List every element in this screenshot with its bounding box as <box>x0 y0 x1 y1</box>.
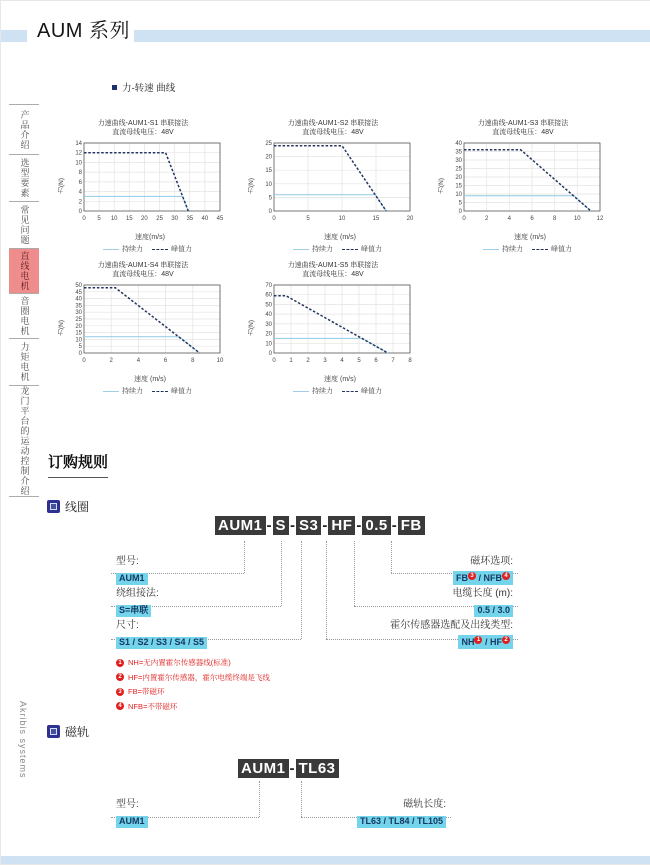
ordering-rules-heading: 订购规则 <box>48 451 108 478</box>
force-speed-section-title: 力-转速 曲线 <box>122 83 176 94</box>
svg-text:8: 8 <box>191 357 195 364</box>
connector-line <box>301 781 302 817</box>
footnote <box>116 657 270 668</box>
plot-area <box>256 139 416 232</box>
svg-text:5: 5 <box>268 195 272 202</box>
force-speed-section-header <box>112 80 175 94</box>
connector-line <box>281 541 282 606</box>
svg-text:6: 6 <box>78 179 82 186</box>
footnote-number: 4 <box>116 702 124 710</box>
svg-text:4: 4 <box>78 189 82 196</box>
svg-text:25: 25 <box>156 215 163 222</box>
svg-text:10: 10 <box>75 337 82 344</box>
svg-text:25: 25 <box>265 140 272 147</box>
footnote-number: 1 <box>116 659 124 667</box>
svg-text:25: 25 <box>455 166 462 173</box>
svg-text:20: 20 <box>75 323 82 330</box>
legend-label-continuous: 持续力 <box>122 387 143 395</box>
y-axis-label: 力(N) <box>58 177 65 194</box>
svg-text:0: 0 <box>82 357 86 364</box>
track-model-option <box>116 795 148 829</box>
continuous-force-swatch <box>293 249 309 250</box>
chart-plot <box>247 281 419 374</box>
plot-area <box>446 139 606 232</box>
svg-text:0: 0 <box>268 208 272 215</box>
order-option-label: 磁轨长度: <box>403 799 446 810</box>
svg-text:5: 5 <box>357 357 361 364</box>
svg-text:2: 2 <box>485 215 489 222</box>
footnote <box>116 672 270 683</box>
chart-title: 力速曲线-AUM1-S3 串联接法 <box>477 120 569 127</box>
svg-text:60: 60 <box>265 292 272 299</box>
svg-text:2: 2 <box>306 357 310 364</box>
track-ordering-diagram <box>1 751 650 846</box>
chart-aum1-s4 <box>57 261 229 396</box>
sidebar-item-linear-motors[interactable] <box>9 248 39 293</box>
svg-text:15: 15 <box>265 168 272 175</box>
bullet-square-icon <box>112 85 117 90</box>
svg-text:8: 8 <box>553 215 557 222</box>
svg-text:20: 20 <box>265 331 272 338</box>
chart-aum1-s5 <box>247 261 419 396</box>
order-option-value: 0.5 / 3.0 <box>474 605 513 617</box>
svg-text:10: 10 <box>455 191 462 198</box>
coil-ordering-diagram <box>1 516 650 711</box>
svg-text:30: 30 <box>75 310 82 317</box>
svg-text:10: 10 <box>338 215 346 222</box>
sidebar-item-label: 选型要素 <box>19 158 30 198</box>
coil-icon <box>47 500 60 513</box>
chart-plot <box>247 139 419 232</box>
chart-subtitle: 直流母线电压：48V <box>302 129 364 137</box>
footnote <box>116 701 270 712</box>
svg-text:15: 15 <box>125 215 133 222</box>
track-length-option <box>357 795 446 829</box>
svg-text:10: 10 <box>110 215 118 222</box>
order-option-value: S1 / S2 / S3 / S4 / S5 <box>116 637 207 649</box>
svg-text:5: 5 <box>78 344 82 351</box>
svg-text:6: 6 <box>374 357 378 364</box>
x-axis-label: 速度(m/s) <box>135 233 165 241</box>
sidebar-item-label: 龙门平台的运动控制介绍 <box>19 386 30 496</box>
legend-label-continuous: 持续力 <box>312 245 333 253</box>
connector-line <box>301 541 302 639</box>
part-number-token: S <box>273 516 290 535</box>
svg-text:40: 40 <box>265 311 272 318</box>
coil-hall-sensor-option <box>390 616 513 650</box>
svg-text:10: 10 <box>75 160 82 167</box>
footnote-ref: 3 <box>468 572 476 580</box>
part-number-token: FB <box>398 516 425 535</box>
coil-cable-length-option <box>452 584 513 618</box>
svg-text:40: 40 <box>455 140 462 147</box>
svg-text:30: 30 <box>171 215 179 222</box>
svg-text:30: 30 <box>265 321 272 328</box>
svg-text:20: 20 <box>141 215 148 222</box>
svg-text:20: 20 <box>406 215 414 222</box>
peak-force-swatch <box>152 391 168 392</box>
part-number-dash: - <box>356 517 362 534</box>
chart-plot <box>437 139 609 232</box>
connector-line <box>326 541 327 639</box>
sidebar-item-label: 音圈电机 <box>19 296 30 336</box>
svg-text:0: 0 <box>458 208 462 215</box>
plot-area <box>66 281 226 374</box>
part-number-dash: - <box>290 517 296 534</box>
part-number-dash: - <box>322 517 328 534</box>
order-option-value: S=串联 <box>116 605 151 617</box>
connector-line <box>391 541 392 573</box>
legend-label-peak: 峰值力 <box>361 245 382 253</box>
part-number-token: TL63 <box>296 759 339 778</box>
svg-text:14: 14 <box>75 140 82 147</box>
svg-text:20: 20 <box>265 154 272 161</box>
svg-text:20: 20 <box>455 174 462 181</box>
svg-text:0: 0 <box>78 350 82 357</box>
svg-text:50: 50 <box>265 302 272 309</box>
track-section-title: 磁轨 <box>65 725 90 739</box>
svg-text:10: 10 <box>265 341 272 348</box>
legend-label-continuous: 持续力 <box>122 245 143 253</box>
header-accent-bar-left <box>1 30 27 42</box>
coil-ring-option <box>453 552 513 586</box>
footnote-number: 3 <box>116 688 124 696</box>
footnote-number: 2 <box>116 673 124 681</box>
sidebar-item-faq[interactable] <box>9 201 39 248</box>
chart-aum1-s2 <box>247 119 419 254</box>
footnote <box>116 686 270 697</box>
footnote-ref: 1 <box>474 636 482 644</box>
svg-text:5: 5 <box>306 215 310 222</box>
chart-aum1-s1 <box>57 119 229 254</box>
connector-line <box>259 781 260 817</box>
svg-text:3: 3 <box>323 357 327 364</box>
chart-aum1-s3 <box>437 119 609 254</box>
coil-winding-option <box>116 584 159 618</box>
svg-text:35: 35 <box>75 303 82 310</box>
peak-force-swatch <box>532 249 548 250</box>
sidebar <box>9 104 39 497</box>
svg-text:30: 30 <box>455 157 462 164</box>
peak-force-swatch <box>152 249 168 250</box>
y-axis-label: 力(N) <box>58 319 65 336</box>
svg-text:4: 4 <box>340 357 344 364</box>
track-section-header <box>47 723 89 740</box>
svg-text:6: 6 <box>163 357 168 364</box>
svg-text:1: 1 <box>289 357 293 364</box>
legend-label-continuous: 持续力 <box>312 387 333 395</box>
chart-legend <box>57 386 229 396</box>
connector-line <box>244 541 245 573</box>
connector-line <box>354 541 355 606</box>
svg-text:35: 35 <box>186 215 194 222</box>
svg-text:15: 15 <box>75 330 82 337</box>
svg-text:12: 12 <box>596 215 604 222</box>
svg-text:45: 45 <box>216 215 224 222</box>
part-number-token: AUM1 <box>238 759 289 778</box>
coil-part-number <box>215 516 425 535</box>
svg-text:5: 5 <box>458 200 462 207</box>
continuous-force-swatch <box>293 391 309 392</box>
svg-text:4: 4 <box>136 357 141 364</box>
sidebar-item-label: 直线电机 <box>19 251 30 291</box>
footnote-text: FB=带磁环 <box>128 687 165 696</box>
chart-subtitle: 直流母线电压：48V <box>112 129 174 137</box>
order-option-label: 型号: <box>116 556 139 567</box>
part-number-token: HF <box>328 516 355 535</box>
y-axis-label: 力(N) <box>248 177 255 194</box>
svg-text:0: 0 <box>272 215 276 222</box>
chart-plot <box>57 139 229 232</box>
chart-subtitle: 直流母线电压：48V <box>302 271 364 279</box>
y-axis-label: 力(N) <box>248 319 255 336</box>
x-axis-label: 速度 (m/s) <box>514 233 546 241</box>
svg-text:15: 15 <box>455 183 462 190</box>
chart-legend <box>57 244 229 254</box>
footnote-ref: 4 <box>502 572 510 580</box>
chart-title: 力速曲线-AUM1-S4 串联接法 <box>97 262 189 269</box>
continuous-force-swatch <box>103 249 119 250</box>
svg-text:70: 70 <box>265 282 272 289</box>
footnote-text: NFB=不带磁环 <box>128 701 178 711</box>
part-number-dash: - <box>391 517 397 534</box>
svg-text:0: 0 <box>272 357 276 364</box>
svg-text:0: 0 <box>268 350 272 357</box>
sidebar-item-label: 力矩电机 <box>19 342 30 382</box>
legend-label-peak: 峰值力 <box>171 387 192 395</box>
chart-plot <box>57 281 229 374</box>
sidebar-item-product-intro[interactable] <box>9 104 39 154</box>
sidebar-item-torque-motors[interactable] <box>9 338 39 385</box>
svg-text:35: 35 <box>455 149 462 156</box>
coil-model-option <box>116 552 148 586</box>
x-axis-label: 速度 (m/s) <box>324 375 356 383</box>
order-option-value: NH $^1$ / HF $^2$ <box>458 635 513 649</box>
order-option-value: TL63 / TL84 / TL105 <box>357 816 446 828</box>
order-option-value: AUM1 <box>116 573 148 585</box>
svg-text:25: 25 <box>75 316 82 323</box>
coil-size-option <box>116 616 207 650</box>
part-number-token: AUM1 <box>215 516 266 535</box>
peak-force-swatch <box>342 249 358 250</box>
svg-text:5: 5 <box>97 215 101 222</box>
y-axis-label: 力(N) <box>438 177 445 194</box>
part-number-dash: - <box>266 517 272 534</box>
svg-text:7: 7 <box>391 357 395 364</box>
continuous-force-swatch <box>483 249 499 250</box>
svg-text:12: 12 <box>75 150 82 157</box>
svg-text:40: 40 <box>75 296 82 303</box>
coil-section-title: 线圈 <box>65 500 90 514</box>
brand-vertical-text: Akribis systems <box>18 701 28 779</box>
order-option-label: 电缆长度 (m): <box>452 588 513 599</box>
footnote-ref: 2 <box>502 636 510 644</box>
chart-title: 力速曲线-AUM1-S1 串联接法 <box>97 120 189 127</box>
plot-area <box>66 139 226 232</box>
chart-title: 力速曲线-AUM1-S5 串联接法 <box>287 262 379 269</box>
svg-text:2: 2 <box>109 357 113 364</box>
order-option-label: 霍尔传感器选配及出线类型: <box>390 620 513 631</box>
legend-label-peak: 峰值力 <box>551 245 572 253</box>
sidebar-item-label: 产品介绍 <box>19 109 30 150</box>
track-part-number <box>238 759 339 778</box>
coil-section-header <box>47 498 89 515</box>
chart-legend <box>247 244 419 254</box>
x-axis-label: 速度 (m/s) <box>324 233 356 241</box>
chart-title: 力速曲线-AUM1-S2 串联接法 <box>287 120 379 127</box>
sidebar-item-gantry-motion-control[interactable] <box>9 385 39 497</box>
magnet-track-icon <box>47 725 60 738</box>
part-number-dash: - <box>289 760 295 777</box>
sidebar-item-voice-coil-motors[interactable] <box>9 293 39 338</box>
page-title: AUM 系列 <box>33 14 134 43</box>
chart-subtitle: 直流母线电压：48V <box>112 271 174 279</box>
plot-area <box>256 281 416 374</box>
svg-text:15: 15 <box>372 215 380 222</box>
svg-text:4: 4 <box>507 215 511 222</box>
svg-text:40: 40 <box>201 215 209 222</box>
chart-legend <box>437 244 609 254</box>
x-axis-label: 速度 (m/s) <box>134 375 166 383</box>
svg-text:0: 0 <box>462 215 466 222</box>
order-option-label: 绕组接法: <box>116 588 159 599</box>
peak-force-swatch <box>342 391 358 392</box>
legend-label-peak: 峰值力 <box>171 245 192 253</box>
footnote-text: NH=无内置霍尔传感器线(标准) <box>128 658 231 667</box>
sidebar-item-selection-factors[interactable] <box>9 154 39 201</box>
order-option-value: FB $^3$ / NFB $^4$ <box>453 571 513 585</box>
svg-text:45: 45 <box>75 289 82 296</box>
svg-text:8: 8 <box>408 357 412 364</box>
svg-text:10: 10 <box>265 181 272 188</box>
svg-text:2: 2 <box>78 199 82 206</box>
order-option-label: 尺寸: <box>116 620 139 631</box>
order-option-label: 型号: <box>116 799 139 810</box>
legend-label-continuous: 持续力 <box>502 245 523 253</box>
svg-text:0: 0 <box>78 208 82 215</box>
order-option-label: 磁环选项: <box>470 556 513 567</box>
svg-text:8: 8 <box>78 169 82 176</box>
footnote-text: HF=内置霍尔传感器，霍尔电缆终端是飞线 <box>128 672 270 682</box>
svg-text:10: 10 <box>216 357 224 364</box>
svg-text:6: 6 <box>530 215 534 222</box>
chart-subtitle: 直流母线电压：48V <box>492 129 554 137</box>
coil-footnotes <box>116 657 270 715</box>
svg-text:10: 10 <box>573 215 581 222</box>
part-number-token: S3 <box>296 516 321 535</box>
svg-text:50: 50 <box>75 282 82 289</box>
part-number-token: 0.5 <box>362 516 390 535</box>
header-accent-bar-right <box>123 30 650 42</box>
legend-label-peak: 峰值力 <box>361 387 382 395</box>
order-option-value: AUM1 <box>116 816 148 828</box>
continuous-force-swatch <box>103 391 119 392</box>
sidebar-item-label: 常见问题 <box>19 205 30 245</box>
svg-text:0: 0 <box>82 215 86 222</box>
chart-legend <box>247 386 419 396</box>
